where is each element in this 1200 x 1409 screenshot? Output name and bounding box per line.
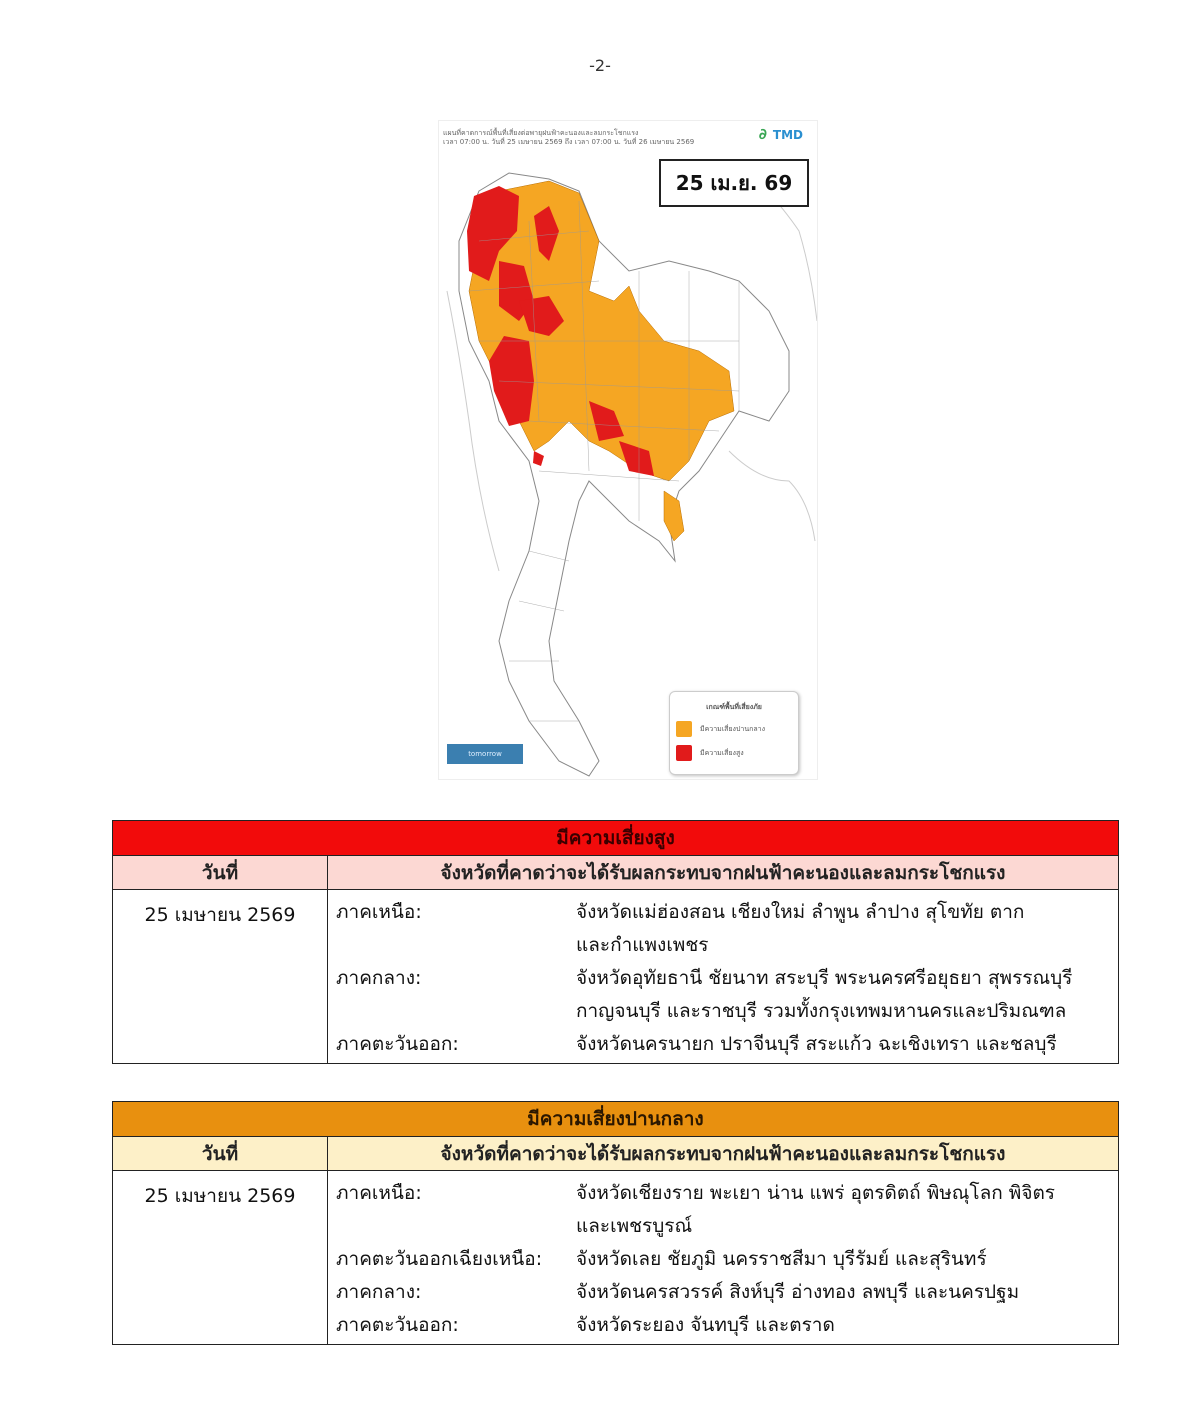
region-row: ภาคตะวันออกเฉียงเหนือ: จังหวัดเลย ชัยภูมิ นครราชสีมา บุรีรัมย์ และสุรินทร์ <box>336 1248 987 1270</box>
legend-title: เกณฑ์พื้นที่เสี่ยงภัย <box>706 703 762 711</box>
date-cell: 25 เมษายน 2569 <box>113 890 328 1064</box>
region-row: ภาคเหนือ: จังหวัดเชียงราย พะเยา น่าน แพร่ อุตรดิตถ์ พิษณุโลก พิจิตร และเพชรบูรณ์ <box>336 1182 1055 1237</box>
column-header-date: วันที่ <box>113 1137 328 1171</box>
region-row: ภาคเหนือ: จังหวัดแม่ฮ่องสอน เชียงใหม่ ลำพูน ลำปาง สุโขทัย ตาก และกำแพงเพชร <box>336 901 1025 956</box>
region-row: ภาคกลาง: จังหวัดอุทัยธานี ชัยนาท สระบุรี พระนครศรีอยุธยา สุพรรณบุรี กาญจนบุรี และราชบุรี รวมทั้งกรุงเทพมหานครและปริมณฑล <box>336 967 1073 1022</box>
risk-map-figure <box>438 120 818 780</box>
table-title: มีความเสี่ยงสูง <box>113 821 1119 856</box>
high-risk-table <box>112 820 1119 1064</box>
page-number: -2- <box>589 56 611 75</box>
legend-item-moderate: มีความเสี่ยงปานกลาง <box>676 721 798 737</box>
column-header-provinces: จังหวัดที่คาดว่าจะได้รับผลกระทบจากฝนฟ้าคะนองและลมกระโชกแรง <box>328 1137 1119 1171</box>
table-title: มีความเสี่ยงปานกลาง <box>113 1102 1119 1137</box>
neighbor-border <box>729 451 815 541</box>
map-legend <box>669 691 799 775</box>
tmd-logo: ∂ TMD <box>758 125 803 143</box>
map-date-label: 25 เม.ย. 69 <box>659 159 809 207</box>
thailand-risk-map <box>439 121 818 780</box>
legend-swatch-orange <box>676 721 692 737</box>
region-row: ภาคกลาง: จังหวัดนครสวรรค์ สิงห์บุรี อ่างทอง ลพบุรี และนครปฐม <box>336 1281 1020 1303</box>
region-row: ภาคตะวันออก: จังหวัดระยอง จันทบุรี และตราด <box>336 1314 835 1336</box>
provinces-cell <box>328 890 1119 1064</box>
legend-item-high: มีความเสี่ยงสูง <box>676 745 798 761</box>
moderate-risk-table <box>112 1101 1119 1345</box>
provinces-cell <box>328 1171 1119 1345</box>
column-header-date: วันที่ <box>113 856 328 890</box>
region-row: ภาคตะวันออก: จังหวัดนครนายก ปราจีนบุรี สระแก้ว ฉะเชิงเทรา และชลบุรี <box>336 1033 1057 1055</box>
map-header: แผนที่คาดการณ์พื้นที่เสี่ยงต่อพายุฝนฟ้าคะนองและลมกระโชกแรง เวลา 07:00 น. วันที่ 25 เมษายน 2569 ถึง เวลา 07:00 น. วันที่ 26 เมษายน 2569 <box>443 129 695 146</box>
legend-swatch-red <box>676 745 692 761</box>
date-cell: 25 เมษายน 2569 <box>113 1171 328 1345</box>
column-header-provinces: จังหวัดที่คาดว่าจะได้รับผลกระทบจากฝนฟ้าคะนองและลมกระโชกแรง <box>328 856 1119 890</box>
tomorrow-badge: tomorrow <box>447 744 523 764</box>
